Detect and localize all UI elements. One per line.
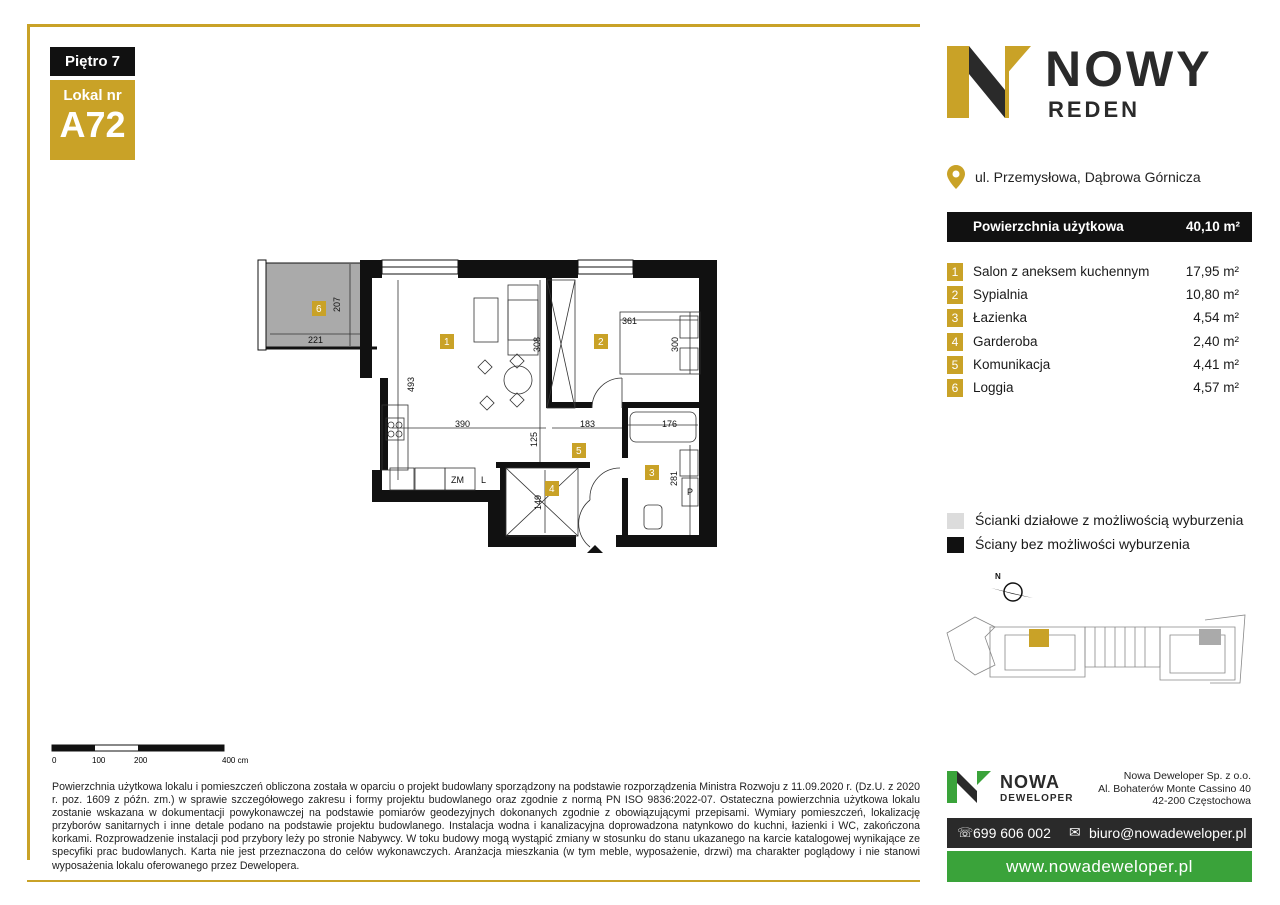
fixture-label: P bbox=[687, 487, 694, 497]
floor-plan bbox=[250, 250, 730, 560]
compass-label: N bbox=[995, 572, 1001, 581]
room-number-badge: 6 bbox=[947, 379, 963, 397]
company-line: Al. Bohaterów Monte Cassino 40 bbox=[1098, 782, 1251, 795]
floor-badge: Piętro 7 bbox=[50, 47, 135, 76]
dimension-label: 300 bbox=[670, 336, 680, 352]
room-badge-3: 3 bbox=[649, 468, 655, 479]
dimension-label: 207 bbox=[332, 296, 342, 312]
list-item bbox=[947, 285, 1247, 308]
dimension-label: 149 bbox=[533, 494, 543, 510]
dimension-label: 281 bbox=[669, 470, 679, 486]
key-plan-map bbox=[945, 605, 1250, 685]
location-pin-icon bbox=[947, 165, 965, 189]
legend-swatch-light bbox=[947, 513, 964, 529]
unit-label: Lokal nr bbox=[63, 87, 122, 104]
brand-name-line2: REDEN bbox=[1048, 97, 1141, 122]
room-area: 2,40 m² bbox=[1193, 333, 1239, 349]
frame-left-line bbox=[27, 24, 30, 860]
dimension-label: 493 bbox=[406, 376, 416, 392]
room-badge-6: 6 bbox=[316, 304, 322, 315]
rooms-list bbox=[947, 262, 1247, 401]
room-number-badge: 4 bbox=[947, 333, 963, 351]
room-number-badge: 5 bbox=[947, 356, 963, 374]
room-area: 17,95 m² bbox=[1185, 264, 1239, 279]
disclaimer-text: Powierzchnia użytkowa lokalu i pomieszczeń obliczona została w oparciu o projekt budowlany sporządzony na podstawie rozporządzenia Ministra Rozwoju z 11.09.2020 r. (Dz.U. z 2020 r. poz. 1609 z późn. zm.) w sprawie szczegółowego zakresu i formy projektu budowlanego oraz zgodnie z normą PN ISO 9836:2022-07. Ostateczna powierzchnia użytkowa lokalu zostanie wskazana w dokumentacji powykonawczej na podstawie pomiarów geodezyjnych dokonanych zgodnie z obowiązującymi przepisami. Wymiary pomieszczeń, lokalizację przyborów sanitarnych i inne detale podano na podstawie projektu budowlanego. Instalacja wodna i kanalizacyjna doprowadzona natynkowo do kuchni, łazienki i WC, zakończona korkami. Rozprowadzenie instalacji pod przybory leży po stronie Nabywcy. W toku budowy mogą wystąpić zmiany w stosunku do stanu ukazanego na karcie katalogowej wynikające ze specyfiki prac budowlanych. Karta nie jest przeznaczona do celów wykonawczych. Aranżacja mieszkania (w tym meble, wyposażenie, drzwi) ma charakter poglądowy i nie stanowi wyposażenia lokalu oferowanego przez Dewelopera. bbox=[52, 781, 920, 872]
address: ul. Przemysłowa, Dąbrowa Górnicza bbox=[975, 169, 1201, 185]
company-line: Nowa Deweloper Sp. z o.o. bbox=[1123, 770, 1251, 782]
frame-top-line bbox=[27, 24, 920, 27]
scale-tick: 100 bbox=[92, 756, 106, 765]
dimension-label: 176 bbox=[662, 419, 678, 429]
company-address bbox=[1060, 770, 1251, 808]
room-badge-5: 5 bbox=[576, 446, 582, 457]
usable-area-bar bbox=[947, 212, 1252, 242]
fixture-label: ZM bbox=[451, 475, 464, 485]
dimension-label: 125 bbox=[529, 431, 539, 447]
usable-area-value: 40,10 m² bbox=[1185, 219, 1240, 234]
contact-bar bbox=[947, 818, 1252, 848]
unit-number: A72 bbox=[59, 104, 126, 145]
room-number-badge: 3 bbox=[947, 309, 963, 327]
list-item bbox=[947, 262, 1247, 285]
developer-logo-line1: NOWA bbox=[1000, 772, 1060, 792]
list-item bbox=[947, 378, 1247, 401]
room-area: 4,41 m² bbox=[1193, 356, 1239, 372]
room-name: Loggia bbox=[973, 379, 1014, 395]
room-name: Komunikacja bbox=[973, 356, 1051, 372]
scale-tick: 0 bbox=[52, 756, 57, 765]
dimension-label: 390 bbox=[455, 419, 471, 429]
room-area: 4,54 m² bbox=[1193, 310, 1239, 326]
website-link[interactable]: www.nowadeweloper.pl bbox=[947, 851, 1252, 882]
scale-bar bbox=[50, 743, 260, 769]
dimension-label: 183 bbox=[580, 419, 596, 429]
scale-tick: 200 bbox=[134, 756, 148, 765]
unit-badge bbox=[50, 80, 135, 160]
room-number-badge: 1 bbox=[947, 263, 963, 281]
legend-swatch-dark bbox=[947, 537, 964, 553]
dimension-label: 361 bbox=[622, 316, 638, 326]
scale-tick: 400 cm bbox=[222, 756, 249, 765]
room-name: Łazienka bbox=[973, 310, 1028, 326]
room-badge-2: 2 bbox=[598, 337, 604, 348]
list-item bbox=[947, 332, 1247, 355]
legend-text: Ściany bez możliwości wyburzenia bbox=[975, 536, 1190, 552]
developer-logo-icon bbox=[947, 771, 993, 803]
room-name: Garderoba bbox=[973, 333, 1038, 349]
brand-name-line1: NOWY bbox=[1045, 41, 1213, 97]
phone-number[interactable]: 699 606 002 bbox=[973, 825, 1051, 841]
mail-icon: ✉ bbox=[1069, 824, 1081, 840]
frame-bottom-line bbox=[27, 880, 920, 882]
company-line: 42-200 Częstochowa bbox=[1152, 795, 1251, 807]
room-name: Salon z aneksem kuchennym bbox=[973, 264, 1150, 279]
list-item bbox=[947, 308, 1247, 331]
compass-icon bbox=[985, 570, 1035, 606]
dimension-label: 221 bbox=[308, 335, 324, 345]
phone-icon: ☏ bbox=[957, 825, 974, 840]
room-badge-4: 4 bbox=[549, 484, 555, 495]
developer-logo-line2: DEWELOPER bbox=[1000, 793, 1074, 804]
room-area: 4,57 m² bbox=[1193, 379, 1239, 395]
list-item bbox=[947, 355, 1247, 378]
usable-area-label: Powierzchnia użytkowa bbox=[973, 219, 1124, 234]
room-name: Sypialnia bbox=[973, 287, 1028, 303]
legend-text: Ścianki działowe z możliwością wyburzenia bbox=[975, 512, 1244, 528]
dimension-label: 308 bbox=[532, 336, 542, 352]
room-area: 10,80 m² bbox=[1185, 287, 1239, 303]
brand-logo-icon bbox=[947, 46, 1031, 118]
fixture-label: L bbox=[481, 475, 487, 485]
email-link[interactable]: biuro@nowadeweloper.pl bbox=[1089, 825, 1247, 841]
room-badge-1: 1 bbox=[444, 337, 450, 348]
room-number-badge: 2 bbox=[947, 286, 963, 304]
